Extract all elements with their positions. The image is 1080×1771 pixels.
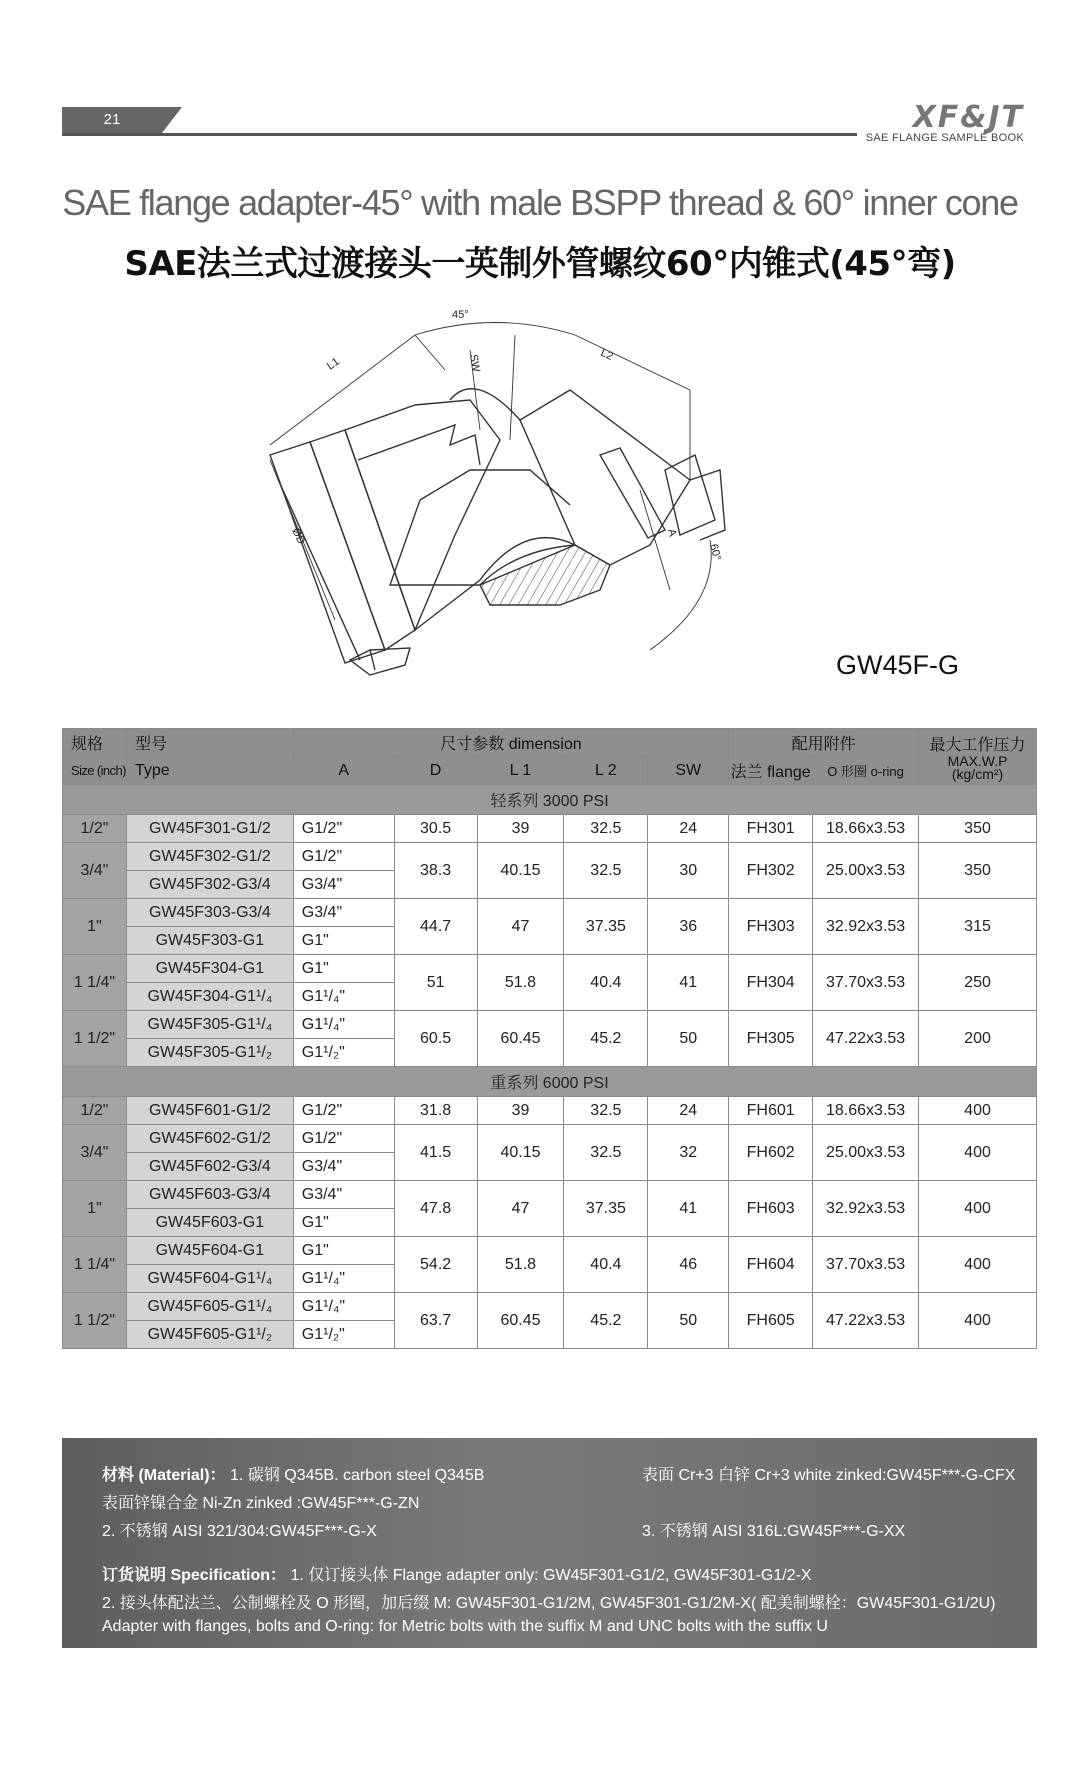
note-surface-nizn: 表面锌镍合金 Ni-Zn zinked :GW45F***-G-ZN	[102, 1495, 420, 1512]
cell-pressure: 400	[919, 1237, 1037, 1293]
cell-SW: 30	[648, 843, 729, 899]
table-header-row	[63, 757, 1037, 785]
cell-L1: 40.15	[477, 1125, 564, 1181]
table-row	[63, 1293, 1037, 1321]
header-max-pressure	[919, 729, 1037, 785]
cell-size: 1 1/2"	[63, 1011, 127, 1067]
series-row	[63, 1067, 1037, 1097]
cell-flange: FH602	[729, 1125, 813, 1181]
cell-flange: FH304	[729, 955, 813, 1011]
cell-flange: FH601	[729, 1097, 813, 1125]
cell-pressure: 400	[919, 1293, 1037, 1349]
brand-logo: XF&JT	[912, 100, 1024, 135]
cell-L2: 32.5	[564, 815, 648, 843]
cell-A: G1¹/₂"	[293, 1039, 394, 1067]
note-material	[102, 1462, 484, 1485]
material-label: 材料 (Material)：	[102, 1467, 226, 1484]
cell-flange: FH305	[729, 1011, 813, 1067]
material-1: 1. 碳钢 Q345B. carbon steel Q345B	[230, 1467, 485, 1484]
notes-panel	[62, 1438, 1037, 1648]
cell-pressure: 400	[919, 1125, 1037, 1181]
cell-L1: 51.8	[477, 955, 564, 1011]
cell-type: GW45F305-G1¹/₂	[126, 1039, 293, 1067]
cell-SW: 32	[648, 1125, 729, 1181]
label-SW: SW	[467, 353, 482, 373]
header-type: Type	[126, 757, 293, 785]
table-row	[63, 1181, 1037, 1209]
cell-type: GW45F304-G1	[126, 955, 293, 983]
table-row	[63, 899, 1037, 927]
model-code: GW45F-G	[836, 650, 960, 680]
cell-pressure: 400	[919, 1097, 1037, 1125]
header-size-cn: 规格	[63, 729, 127, 757]
spec-label: 订货说明 Specification：	[102, 1567, 287, 1584]
note-spec	[102, 1562, 812, 1585]
cell-size: 1/2"	[63, 815, 127, 843]
cell-type: GW45F605-G1¹/₂	[126, 1321, 293, 1349]
table-row	[63, 1125, 1037, 1153]
label-A: A	[665, 527, 679, 538]
cell-oring: 37.70x3.53	[813, 955, 919, 1011]
cell-A: G1¹/₄"	[293, 983, 394, 1011]
table-header-row	[63, 729, 1037, 757]
cell-type: GW45F604-G1¹/₄	[126, 1265, 293, 1293]
cell-SW: 41	[648, 1181, 729, 1237]
cell-type: GW45F302-G3/4	[126, 871, 293, 899]
table-row	[63, 1011, 1037, 1039]
cell-size: 1"	[63, 899, 127, 955]
cell-L2: 32.5	[564, 1125, 648, 1181]
cell-D: 60.5	[394, 1011, 477, 1067]
cell-pressure: 315	[919, 899, 1037, 955]
cell-size: 1 1/2"	[63, 1293, 127, 1349]
label-angle-45: 45°	[452, 309, 469, 321]
cell-type: GW45F601-G1/2	[126, 1097, 293, 1125]
cell-SW: 50	[648, 1011, 729, 1067]
cell-D: 63.7	[394, 1293, 477, 1349]
cell-A: G3/4"	[293, 899, 394, 927]
cell-D: 44.7	[394, 899, 477, 955]
cell-A: G1¹/₄"	[293, 1011, 394, 1039]
cell-flange: FH301	[729, 815, 813, 843]
cell-A: G1/2"	[293, 843, 394, 871]
header-A: A	[293, 757, 394, 785]
cell-type: GW45F302-G1/2	[126, 843, 293, 871]
spec-table	[62, 728, 1037, 1349]
label-angle-60: 60°	[707, 542, 724, 562]
cell-oring: 47.22x3.53	[813, 1293, 919, 1349]
cell-type: GW45F303-G3/4	[126, 899, 293, 927]
cell-A: G1/2"	[293, 815, 394, 843]
book-title: SAE FLANGE SAMPLE BOOK	[865, 132, 1024, 144]
cell-size: 3/4"	[63, 1125, 127, 1181]
cell-flange: FH605	[729, 1293, 813, 1349]
cell-A: G3/4"	[293, 871, 394, 899]
header-oring: O 形圈 o-ring	[813, 757, 919, 785]
cell-L1: 47	[477, 899, 564, 955]
cell-pressure: 350	[919, 843, 1037, 899]
cell-type: GW45F303-G1	[126, 927, 293, 955]
cell-type: GW45F605-G1¹/₄	[126, 1293, 293, 1321]
cell-size: 1"	[63, 1181, 127, 1237]
cell-L2: 37.35	[564, 899, 648, 955]
cell-L1: 60.45	[477, 1293, 564, 1349]
cell-pressure: 250	[919, 955, 1037, 1011]
label-L1: L1	[324, 355, 342, 373]
cell-size: 1 1/4"	[63, 1237, 127, 1293]
cell-D: 30.5	[394, 815, 477, 843]
page-number: 21	[103, 111, 121, 128]
cell-SW: 36	[648, 899, 729, 955]
cell-A: G1¹/₄"	[293, 1265, 394, 1293]
header-flange: 法兰 flange	[729, 757, 813, 785]
cell-SW: 41	[648, 955, 729, 1011]
header-L1: L 1	[477, 757, 564, 785]
cell-D: 31.8	[394, 1097, 477, 1125]
cell-A: G1/2"	[293, 1097, 394, 1125]
cell-type: GW45F603-G3/4	[126, 1181, 293, 1209]
cell-SW: 50	[648, 1293, 729, 1349]
cell-SW: 24	[648, 815, 729, 843]
cell-A: G1¹/₂"	[293, 1321, 394, 1349]
cell-oring: 47.22x3.53	[813, 1011, 919, 1067]
header-dimension: 尺寸参数 dimension	[293, 729, 728, 757]
cell-flange: FH603	[729, 1181, 813, 1237]
cell-A: G3/4"	[293, 1153, 394, 1181]
cell-L2: 40.4	[564, 955, 648, 1011]
cell-D: 51	[394, 955, 477, 1011]
header-L2: L 2	[564, 757, 648, 785]
cell-type: GW45F602-G1/2	[126, 1125, 293, 1153]
series-label: 轻系列 3000 PSI	[63, 785, 1037, 815]
cell-oring: 37.70x3.53	[813, 1237, 919, 1293]
technical-drawing	[270, 309, 830, 690]
cell-type: GW45F305-G1¹/₄	[126, 1011, 293, 1039]
cell-pressure: 350	[919, 815, 1037, 843]
cell-pressure: 200	[919, 1011, 1037, 1067]
cell-type: GW45F301-G1/2	[126, 815, 293, 843]
note-surface-cr3: 表面 Cr+3 白锌 Cr+3 white zinked:GW45F***-G-CFX	[642, 1467, 1016, 1484]
series-label: 重系列 6000 PSI	[63, 1067, 1037, 1097]
series-row	[63, 785, 1037, 815]
table-row	[63, 1097, 1037, 1125]
label-D: ØD	[289, 526, 308, 547]
cell-size: 1/2"	[63, 1097, 127, 1125]
cell-type: GW45F603-G1	[126, 1209, 293, 1237]
cell-L2: 45.2	[564, 1011, 648, 1067]
cell-flange: FH302	[729, 843, 813, 899]
cell-L1: 39	[477, 815, 564, 843]
note-material-2: 2. 不锈钢 AISI 321/304:GW45F***-G-X	[102, 1523, 377, 1540]
spec-1: 1. 仅订接头体 Flange adapter only: GW45F301-G1/2, GW45F301-G1/2-X	[290, 1567, 812, 1584]
cell-L2: 45.2	[564, 1293, 648, 1349]
cell-A: G1"	[293, 1237, 394, 1265]
cell-oring: 18.66x3.53	[813, 815, 919, 843]
title-chinese: SAE法兰式过渡接头一英制外管螺纹60°内锥式(45°弯)	[124, 244, 956, 284]
cell-size: 1 1/4"	[63, 955, 127, 1011]
header-SW: SW	[648, 757, 729, 785]
cell-L2: 37.35	[564, 1181, 648, 1237]
header-size: Size (inch)	[63, 757, 127, 785]
cell-SW: 24	[648, 1097, 729, 1125]
cell-L2: 32.5	[564, 1097, 648, 1125]
header-type-cn: 型号	[126, 729, 293, 757]
cell-size: 3/4"	[63, 843, 127, 899]
cell-oring: 18.66x3.53	[813, 1097, 919, 1125]
cell-A: G1/2"	[293, 1125, 394, 1153]
cell-type: GW45F602-G3/4	[126, 1153, 293, 1181]
note-spec-2: 2. 接头体配法兰、公制螺栓及 O 形圈，加后缀 M: GW45F301-G1/2M, GW45F301-G1/2M-X( 配美制螺栓：GW45F301-G1/2U)	[102, 1595, 996, 1612]
note-spec-3: Adapter with flanges, bolts and O-ring: for Metric bolts with the suffix M and UNC bolts with the suffix U	[102, 1618, 828, 1635]
note-material-3: 3. 不锈钢 AISI 316L:GW45F***-G-XX	[642, 1523, 906, 1540]
header-D: D	[394, 757, 477, 785]
cell-L1: 60.45	[477, 1011, 564, 1067]
header-rule	[62, 133, 857, 136]
cell-oring: 25.00x3.53	[813, 1125, 919, 1181]
cell-L1: 51.8	[477, 1237, 564, 1293]
table-row	[63, 955, 1037, 983]
cell-oring: 25.00x3.53	[813, 843, 919, 899]
cell-pressure: 400	[919, 1181, 1037, 1237]
cell-flange: FH303	[729, 899, 813, 955]
table-row	[63, 843, 1037, 871]
cell-A: G3/4"	[293, 1181, 394, 1209]
cell-SW: 46	[648, 1237, 729, 1293]
cell-A: G1¹/₄"	[293, 1293, 394, 1321]
cell-oring: 32.92x3.53	[813, 1181, 919, 1237]
table-row	[63, 815, 1037, 843]
cell-type: GW45F604-G1	[126, 1237, 293, 1265]
cell-L2: 32.5	[564, 843, 648, 899]
header-accessories: 配用附件	[729, 729, 919, 757]
cell-A: G1"	[293, 955, 394, 983]
cell-D: 38.3	[394, 843, 477, 899]
cell-L1: 47	[477, 1181, 564, 1237]
label-L2: L2	[598, 346, 615, 363]
cell-A: G1"	[293, 1209, 394, 1237]
cell-type: GW45F304-G1¹/₄	[126, 983, 293, 1011]
header-max-pressure-cn: 最大工作压力	[929, 737, 1026, 754]
cell-D: 54.2	[394, 1237, 477, 1293]
cell-flange: FH604	[729, 1237, 813, 1293]
cell-L2: 40.4	[564, 1237, 648, 1293]
header-mwp-unit: (kg/cm²)	[951, 766, 1004, 782]
cell-L1: 39	[477, 1097, 564, 1125]
header-mwp: MAX.W.P	[947, 753, 1008, 769]
cell-L1: 40.15	[477, 843, 564, 899]
cell-D: 47.8	[394, 1181, 477, 1237]
table-row	[63, 1237, 1037, 1265]
cell-D: 41.5	[394, 1125, 477, 1181]
cell-A: G1"	[293, 927, 394, 955]
title-english: SAE flange adapter-45° with male BSPP thread & 60° inner cone	[62, 182, 1018, 223]
cell-oring: 32.92x3.53	[813, 899, 919, 955]
